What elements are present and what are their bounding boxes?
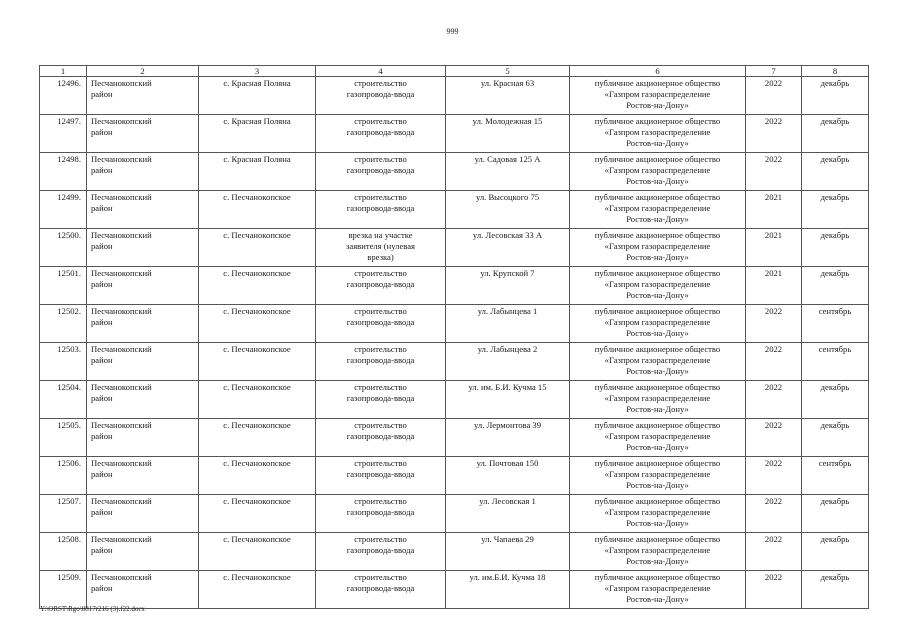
row-number: 12507.: [40, 495, 87, 533]
cell-line: газопровода-ввода: [346, 127, 415, 137]
cell-line: Ростов-на-Дону»: [626, 480, 689, 490]
organization-cell: [570, 343, 746, 381]
organization-cell: [570, 305, 746, 343]
table-row: [40, 191, 869, 229]
district-cell: [87, 495, 199, 533]
organization-cell: [570, 381, 746, 419]
work-type-cell: [316, 381, 446, 419]
address-cell: ул. Лесовская 1: [446, 495, 570, 533]
address-cell: ул. Садовая 125 А: [446, 153, 570, 191]
table-row: [40, 495, 869, 533]
address-cell: ул. Красная 63: [446, 77, 570, 115]
year-cell: 2021: [746, 267, 802, 305]
work-type-cell: [316, 305, 446, 343]
register-table: [39, 65, 869, 609]
row-number: 12503.: [40, 343, 87, 381]
address-cell: ул. Высоцкого 75: [446, 191, 570, 229]
month-cell: декабрь: [802, 381, 869, 419]
organization-cell: [570, 229, 746, 267]
page-number: 999: [446, 27, 459, 36]
cell-line: Ростов-на-Дону»: [626, 252, 689, 262]
table-row: [40, 457, 869, 495]
cell-line: «Газпром газораспределение: [604, 507, 711, 517]
work-type-cell: [316, 457, 446, 495]
cell-line: район: [91, 545, 113, 555]
settlement-cell: с. Песчанокопское: [199, 457, 316, 495]
cell-line: Ростов-на-Дону»: [626, 442, 689, 452]
organization-cell: [570, 419, 746, 457]
cell-line: строительство: [354, 420, 407, 430]
row-number: 12506.: [40, 457, 87, 495]
cell-line: строительство: [354, 192, 407, 202]
cell-line: Ростов-на-Дону»: [626, 556, 689, 566]
year-cell: 2022: [746, 495, 802, 533]
cell-line: Песчанокопский: [91, 496, 152, 506]
table-row: [40, 305, 869, 343]
address-cell: ул. Почтовая 150: [446, 457, 570, 495]
cell-line: «Газпром газораспределение: [604, 203, 711, 213]
column-header: 2: [87, 66, 199, 77]
settlement-cell: с. Красная Поляна: [199, 77, 316, 115]
organization-cell: [570, 153, 746, 191]
row-number: 12496.: [40, 77, 87, 115]
district-cell: [87, 305, 199, 343]
column-header: 4: [316, 66, 446, 77]
settlement-cell: с. Красная Поляна: [199, 153, 316, 191]
cell-line: публичное акционерное общество: [594, 154, 721, 164]
table-row: [40, 115, 869, 153]
column-header: 5: [446, 66, 570, 77]
organization-cell: [570, 495, 746, 533]
cell-line: Ростов-на-Дону»: [626, 214, 689, 224]
organization-cell: [570, 571, 746, 609]
row-number: 12505.: [40, 419, 87, 457]
cell-line: район: [91, 165, 113, 175]
year-cell: 2022: [746, 571, 802, 609]
address-cell: ул. Крупской 7: [446, 267, 570, 305]
settlement-cell: с. Песчанокопское: [199, 191, 316, 229]
month-cell: декабрь: [802, 495, 869, 533]
cell-line: Ростов-на-Дону»: [626, 594, 689, 604]
cell-line: Песчанокопский: [91, 420, 152, 430]
work-type-cell: [316, 571, 446, 609]
month-cell: декабрь: [802, 77, 869, 115]
year-cell: 2022: [746, 153, 802, 191]
row-number: 12501.: [40, 267, 87, 305]
month-cell: сентябрь: [802, 305, 869, 343]
cell-line: публичное акционерное общество: [594, 230, 721, 240]
cell-line: газопровода-ввода: [346, 583, 415, 593]
cell-line: «Газпром газораспределение: [604, 393, 711, 403]
district-cell: [87, 343, 199, 381]
address-cell: ул. Лермонтова 39: [446, 419, 570, 457]
settlement-cell: с. Песчанокопское: [199, 419, 316, 457]
cell-line: строительство: [354, 154, 407, 164]
address-cell: ул. Лабынцева 2: [446, 343, 570, 381]
cell-line: публичное акционерное общество: [594, 420, 721, 430]
cell-line: Песчанокопский: [91, 572, 152, 582]
cell-line: район: [91, 393, 113, 403]
cell-line: район: [91, 89, 113, 99]
year-cell: 2022: [746, 419, 802, 457]
cell-line: «Газпром газораспределение: [604, 317, 711, 327]
cell-line: публичное акционерное общество: [594, 534, 721, 544]
table-row: [40, 419, 869, 457]
settlement-cell: с. Песчанокопское: [199, 343, 316, 381]
work-type-cell: [316, 419, 446, 457]
settlement-cell: с. Песчанокопское: [199, 571, 316, 609]
cell-line: газопровода-ввода: [346, 279, 415, 289]
cell-line: строительство: [354, 268, 407, 278]
cell-line: «Газпром газораспределение: [604, 279, 711, 289]
cell-line: «Газпром газораспределение: [604, 545, 711, 555]
cell-line: строительство: [354, 306, 407, 316]
settlement-cell: с. Песчанокопское: [199, 533, 316, 571]
cell-line: Песчанокопский: [91, 116, 152, 126]
cell-line: Песчанокопский: [91, 344, 152, 354]
organization-cell: [570, 191, 746, 229]
settlement-cell: с. Песчанокопское: [199, 229, 316, 267]
row-number: 12504.: [40, 381, 87, 419]
cell-line: публичное акционерное общество: [594, 496, 721, 506]
cell-line: Ростов-на-Дону»: [626, 366, 689, 376]
cell-line: публичное акционерное общество: [594, 458, 721, 468]
address-cell: ул. Лесовская 33 А: [446, 229, 570, 267]
cell-line: газопровода-ввода: [346, 355, 415, 365]
month-cell: декабрь: [802, 267, 869, 305]
cell-line: Песчанокопский: [91, 154, 152, 164]
register-body: [40, 77, 869, 609]
cell-line: врезка на участке: [348, 230, 413, 240]
work-type-cell: [316, 495, 446, 533]
cell-line: «Газпром газораспределение: [604, 241, 711, 251]
district-cell: [87, 191, 199, 229]
cell-line: публичное акционерное общество: [594, 116, 721, 126]
cell-line: Ростов-на-Дону»: [626, 404, 689, 414]
cell-line: район: [91, 431, 113, 441]
cell-line: район: [91, 203, 113, 213]
cell-line: газопровода-ввода: [346, 89, 415, 99]
cell-line: газопровода-ввода: [346, 165, 415, 175]
work-type-cell: [316, 153, 446, 191]
cell-line: строительство: [354, 534, 407, 544]
settlement-cell: с. Песчанокопское: [199, 305, 316, 343]
table-row: [40, 267, 869, 305]
cell-line: Песчанокопский: [91, 458, 152, 468]
cell-line: «Газпром газораспределение: [604, 583, 711, 593]
cell-line: район: [91, 241, 113, 251]
column-header: 6: [570, 66, 746, 77]
organization-cell: [570, 267, 746, 305]
organization-cell: [570, 457, 746, 495]
settlement-cell: с. Песчанокопское: [199, 381, 316, 419]
cell-line: газопровода-ввода: [346, 317, 415, 327]
month-cell: декабрь: [802, 571, 869, 609]
cell-line: «Газпром газораспределение: [604, 89, 711, 99]
cell-line: «Газпром газораспределение: [604, 469, 711, 479]
address-cell: ул. Молодежная 15: [446, 115, 570, 153]
month-cell: сентябрь: [802, 343, 869, 381]
table-row: [40, 533, 869, 571]
column-header: 7: [746, 66, 802, 77]
column-number-row: [40, 66, 869, 77]
year-cell: 2021: [746, 191, 802, 229]
cell-line: Песчанокопский: [91, 78, 152, 88]
cell-line: публичное акционерное общество: [594, 344, 721, 354]
district-cell: [87, 381, 199, 419]
cell-line: заявителя (нулевая: [346, 241, 415, 251]
cell-line: газопровода-ввода: [346, 469, 415, 479]
work-type-cell: [316, 533, 446, 571]
year-cell: 2022: [746, 77, 802, 115]
organization-cell: [570, 115, 746, 153]
cell-line: «Газпром газораспределение: [604, 127, 711, 137]
address-cell: ул. Чапаева 29: [446, 533, 570, 571]
district-cell: [87, 153, 199, 191]
cell-line: район: [91, 317, 113, 327]
district-cell: [87, 267, 199, 305]
cell-line: «Газпром газораспределение: [604, 165, 711, 175]
cell-line: газопровода-ввода: [346, 507, 415, 517]
district-cell: [87, 115, 199, 153]
address-cell: ул. им. Б.И. Кучма 15: [446, 381, 570, 419]
year-cell: 2022: [746, 305, 802, 343]
cell-line: Песчанокопский: [91, 306, 152, 316]
cell-line: публичное акционерное общество: [594, 78, 721, 88]
cell-line: строительство: [354, 458, 407, 468]
cell-line: Ростов-на-Дону»: [626, 290, 689, 300]
cell-line: строительство: [354, 78, 407, 88]
year-cell: 2021: [746, 229, 802, 267]
cell-line: Песчанокопский: [91, 268, 152, 278]
month-cell: декабрь: [802, 153, 869, 191]
table-row: [40, 343, 869, 381]
cell-line: газопровода-ввода: [346, 203, 415, 213]
cell-line: публичное акционерное общество: [594, 306, 721, 316]
cell-line: «Газпром газораспределение: [604, 431, 711, 441]
footer-file-path: Y:\ORST\Rgo\0817r216 (3).f22.docx: [40, 605, 145, 613]
year-cell: 2022: [746, 343, 802, 381]
address-cell: ул. Лабынцева 1: [446, 305, 570, 343]
work-type-cell: [316, 115, 446, 153]
cell-line: район: [91, 583, 113, 593]
cell-line: врезка): [367, 252, 394, 262]
cell-line: строительство: [354, 116, 407, 126]
cell-line: район: [91, 279, 113, 289]
cell-line: Ростов-на-Дону»: [626, 100, 689, 110]
cell-line: строительство: [354, 344, 407, 354]
work-type-cell: [316, 229, 446, 267]
row-number: 12498.: [40, 153, 87, 191]
cell-line: Ростов-на-Дону»: [626, 328, 689, 338]
year-cell: 2022: [746, 381, 802, 419]
district-cell: [87, 533, 199, 571]
year-cell: 2022: [746, 115, 802, 153]
cell-line: газопровода-ввода: [346, 431, 415, 441]
month-cell: декабрь: [802, 419, 869, 457]
cell-line: Ростов-на-Дону»: [626, 518, 689, 528]
cell-line: Песчанокопский: [91, 382, 152, 392]
cell-line: газопровода-ввода: [346, 545, 415, 555]
row-number: 12500.: [40, 229, 87, 267]
cell-line: «Газпром газораспределение: [604, 355, 711, 365]
cell-line: район: [91, 355, 113, 365]
month-cell: декабрь: [802, 115, 869, 153]
table-row: [40, 153, 869, 191]
row-number: 12502.: [40, 305, 87, 343]
settlement-cell: с. Песчанокопское: [199, 495, 316, 533]
cell-line: район: [91, 469, 113, 479]
cell-line: публичное акционерное общество: [594, 192, 721, 202]
column-header: 8: [802, 66, 869, 77]
row-number: 12509.: [40, 571, 87, 609]
district-cell: [87, 571, 199, 609]
address-cell: ул. им.Б.И. Кучма 18: [446, 571, 570, 609]
cell-line: район: [91, 507, 113, 517]
organization-cell: [570, 533, 746, 571]
cell-line: район: [91, 127, 113, 137]
work-type-cell: [316, 267, 446, 305]
table-row: [40, 77, 869, 115]
cell-line: строительство: [354, 572, 407, 582]
table-row: [40, 229, 869, 267]
year-cell: 2022: [746, 533, 802, 571]
column-header: 1: [40, 66, 87, 77]
work-type-cell: [316, 191, 446, 229]
work-type-cell: [316, 77, 446, 115]
table-row: [40, 381, 869, 419]
organization-cell: [570, 77, 746, 115]
cell-line: Песчанокопский: [91, 230, 152, 240]
district-cell: [87, 77, 199, 115]
district-cell: [87, 419, 199, 457]
cell-line: строительство: [354, 496, 407, 506]
cell-line: Песчанокопский: [91, 192, 152, 202]
cell-line: Песчанокопский: [91, 534, 152, 544]
month-cell: декабрь: [802, 533, 869, 571]
row-number: 12508.: [40, 533, 87, 571]
cell-line: строительство: [354, 382, 407, 392]
settlement-cell: с. Песчанокопское: [199, 267, 316, 305]
cell-line: Ростов-на-Дону»: [626, 138, 689, 148]
month-cell: сентябрь: [802, 457, 869, 495]
cell-line: публичное акционерное общество: [594, 268, 721, 278]
cell-line: публичное акционерное общество: [594, 382, 721, 392]
district-cell: [87, 457, 199, 495]
cell-line: газопровода-ввода: [346, 393, 415, 403]
column-header: 3: [199, 66, 316, 77]
year-cell: 2022: [746, 457, 802, 495]
month-cell: декабрь: [802, 191, 869, 229]
settlement-cell: с. Красная Поляна: [199, 115, 316, 153]
work-type-cell: [316, 343, 446, 381]
row-number: 12499.: [40, 191, 87, 229]
row-number: 12497.: [40, 115, 87, 153]
table-row: [40, 571, 869, 609]
month-cell: декабрь: [802, 229, 869, 267]
district-cell: [87, 229, 199, 267]
cell-line: Ростов-на-Дону»: [626, 176, 689, 186]
cell-line: публичное акционерное общество: [594, 572, 721, 582]
